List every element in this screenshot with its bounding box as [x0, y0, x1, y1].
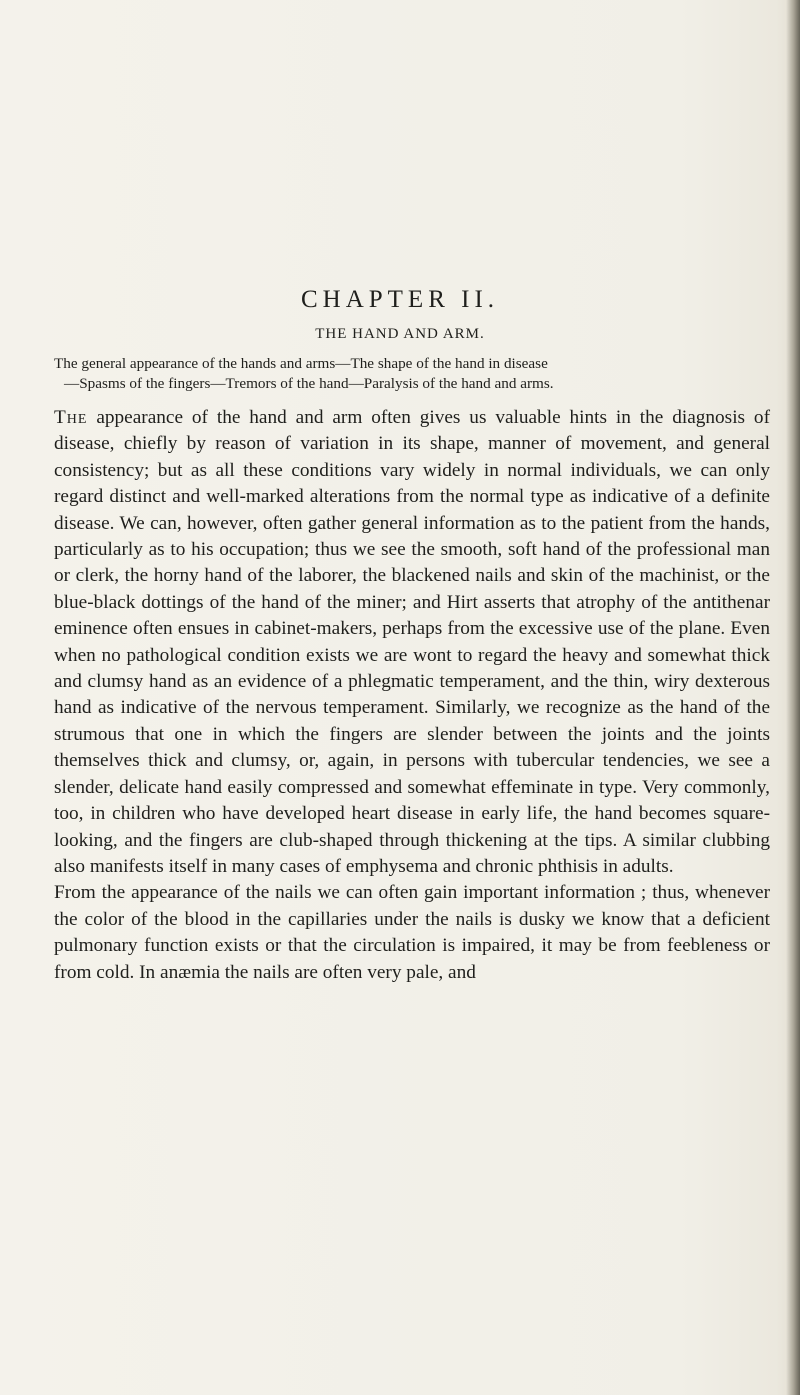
summary-line-1: The general appearance of the hands and arms—The shape of the hand in disease — [54, 355, 548, 372]
paragraph-1 — [54, 405, 770, 880]
paragraph-1-text: appearance of the hand and arm often gives us valuable hints in the diagnosis of disease, chiefly by reason of variation in its shape, manner of movement, and general consistency; but as all these conditions vary widely in normal individuals, we can only regard distinct and well-marked alterations from the normal type as indicative of a definite disease. We can, however, often gather general information as to the patient from the hands, particularly as to his occupation; thus we see the smooth, soft hand of the professional man or clerk, the horny hand of the laborer, the blackened nails and skin of the machinist, or the blue-black dottings of the hand of the miner; and Hirt asserts that atrophy of the antithenar eminence often ensues in cabinet-makers, perhaps from the excessive use of the plane. Even when no pathological condition exists we are wont to regard the heavy and somewhat thick and clumsy hand as an evidence of a phlegmatic temperament, and the thin, wiry dexterous hand as indicative of the nervous temperament. Similarly, we recognize as the hand of the strumous that one in which the fingers are slender between the joints and the joints themselves thick and clumsy, or, again, in persons with tubercular tendencies, we see a slender, delicate hand easily compressed and somewhat effeminate in type. Very commonly, too, in children who have developed heart disease in early life, the hand becomes square-looking, and the fingers are club-shaped through thickening at the tips. A similar clubbing also manifests itself in many cases of emphysema and chronic phthisis in adults. — [54, 407, 770, 877]
page-edge-shadow — [786, 0, 800, 1395]
section-title: THE HAND AND ARM. — [315, 326, 485, 342]
chapter-summary — [54, 354, 770, 394]
opening-word: The — [54, 407, 88, 428]
chapter-title: CHAPTER II. — [300, 286, 500, 313]
paragraph-2: From the appearance of the nails we can often gain important information ; thus, whenever the color of the blood in the capillaries under the nails is dusky we know that a deficient pulmonary function exists or that the circulation is impaired, it may be from feebleness or from cold. In anæmia the nails are often very pale, and — [54, 882, 770, 983]
body-text — [54, 405, 770, 986]
summary-line-2: —Spasms of the fingers—Tremors of the hand—Paralysis of the hand and arms. — [64, 375, 554, 392]
